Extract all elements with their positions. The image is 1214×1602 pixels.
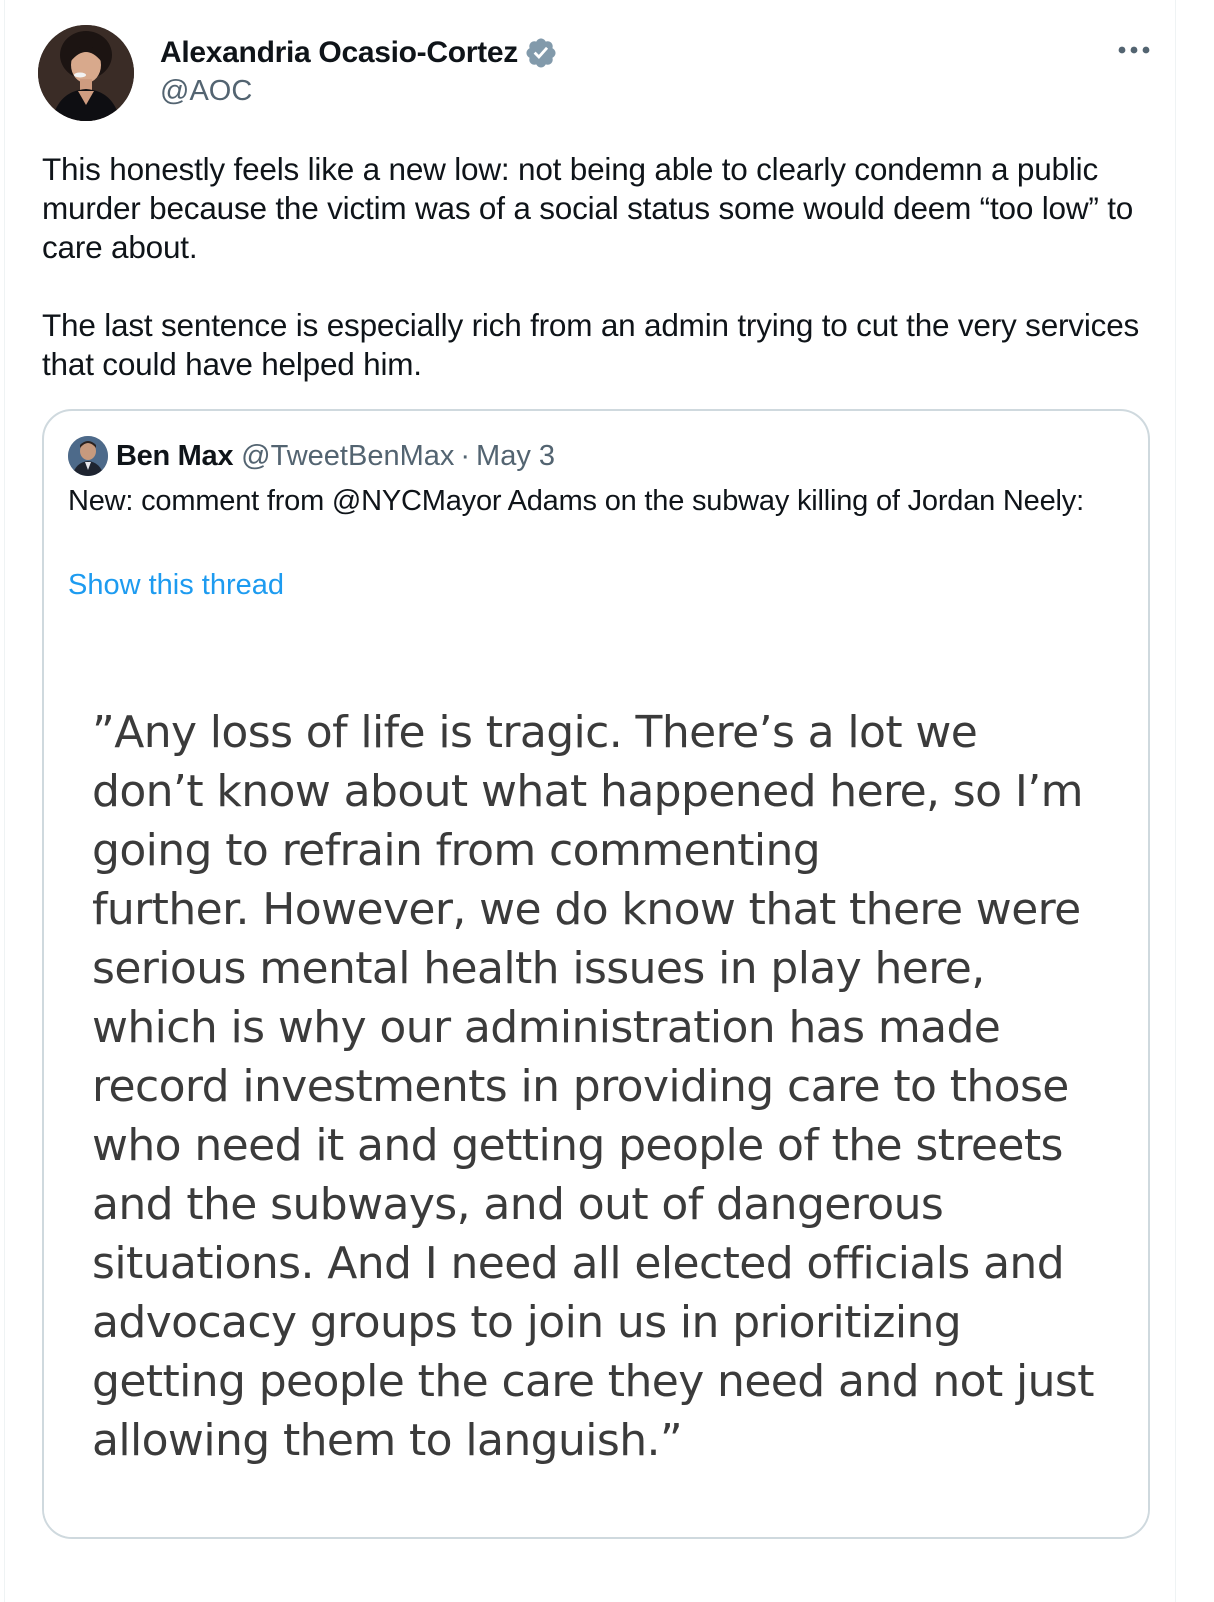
tweet-header	[38, 25, 1158, 121]
author-handle[interactable]: @AOC	[160, 75, 253, 107]
quoted-tweet-date[interactable]: May 3	[476, 439, 556, 472]
more-horizontal-icon[interactable]	[1116, 43, 1152, 57]
quoted-author-display-name[interactable]: Ben Max	[116, 439, 234, 472]
tweet-body	[42, 150, 1152, 384]
quoted-author-avatar-image	[68, 436, 108, 476]
tweet-page	[4, 0, 1176, 1602]
tweet-paragraph: This honestly feels like a new low: not being able to clearly condemn a public murder because the victim was of a social status some would deem “too low” to care about.	[42, 151, 1134, 265]
verified-badge-icon	[524, 36, 558, 70]
quoted-author-avatar[interactable]	[68, 436, 108, 476]
tweet-paragraph: The last sentence is especially rich from an admin trying to cut the very services that could have helped him.	[42, 307, 1140, 382]
statement-image-text: ”Any loss of life is tragic. There’s a lot we don’t know about what happened here, so I’m going to refrain from commenting further. However, we do know that there were serious mental health issues in play here, which is why our administration has made record investments in providing care to those who need it and getting people of the streets and the subways, and out of dangerous situations. And I need all elected officials and advocacy groups to join us in prioritizing getting people the care they need and not just allowing them to languish.”	[92, 707, 1094, 1466]
quoted-tweet-card[interactable]	[42, 409, 1150, 1539]
author-avatar[interactable]	[38, 25, 134, 121]
author-info	[160, 33, 558, 108]
quoted-tweet-header	[68, 436, 555, 476]
author-avatar-image	[38, 25, 134, 121]
author-display-name[interactable]: Alexandria Ocasio-Cortez	[160, 36, 518, 69]
quoted-meta-separator: ·	[460, 439, 471, 472]
quoted-tweet-text: New: comment from @NYCMayor Adams on the subway killing of Jordan Neely:	[68, 485, 1084, 517]
quoted-tweet-image[interactable]	[44, 631, 1148, 1537]
quoted-author-handle[interactable]: @TweetBenMax	[241, 439, 455, 472]
show-thread-link[interactable]: Show this thread	[68, 569, 285, 601]
